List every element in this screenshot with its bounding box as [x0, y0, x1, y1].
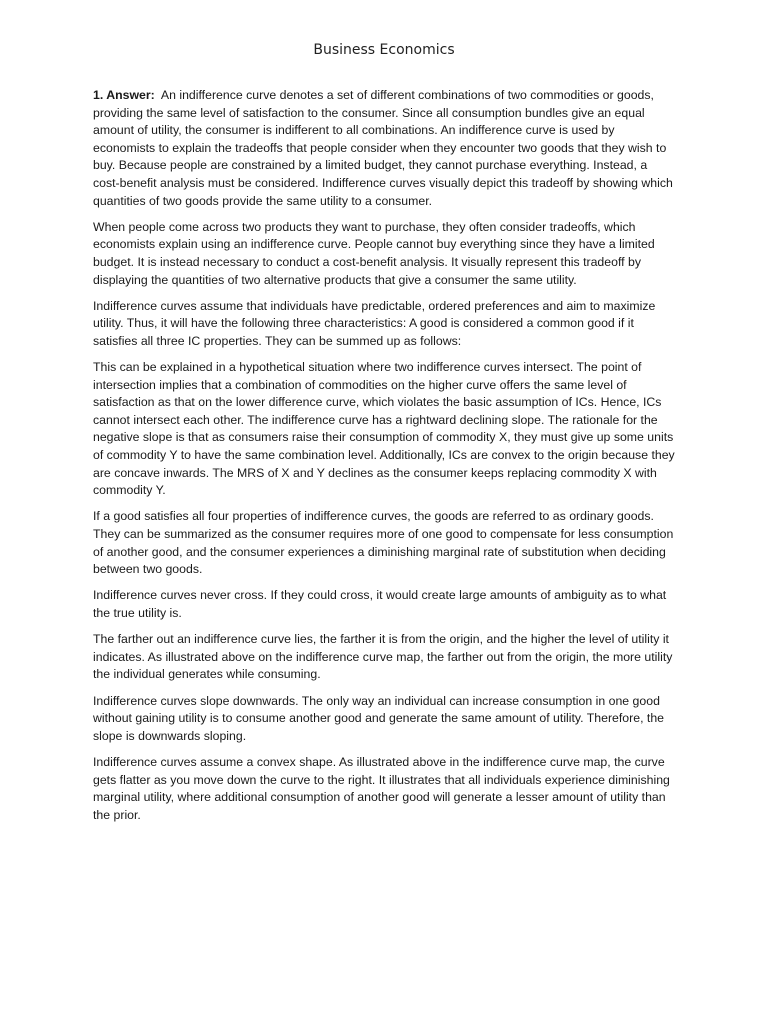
paragraph-intersection: This can be explained in a hypothetical situation where two indifference curves intersect. The point of intersection implies that a combination of commodities on the higher curve offers the same level of satisfaction as that on the lower difference curve, which violates the basic assumption of ICs. Hence, ICs cannot intersect each other. The indifference curve has a rightward declining slope. The rationale for the negative slope is that as consumers raise their consumption of commodity X, they must give up some units of commodity Y to have the same combination level. Additionally, ICs are convex to the origin because they are concave inwards. The MRS of X and Y declines as the consumer keeps replacing commodity X with commodity Y. [93, 360, 675, 498]
paragraph-slope-downwards: Indifference curves slope downwards. The only way an individual can increase consumption in one good without gaining utility is to consume another good and generate the same amount of utility. Therefore, the slope is downwards sloping. [93, 693, 665, 743]
answer-paragraph [93, 87, 675, 210]
paragraph-ordinary-goods: If a good satisfies all four properties of indifference curves, the goods are referred to as ordinary goods. They can be summarized as the consumer requires more of one good to compensate for less consumption of another good, and the consumer experiences a diminishing marginal rate of substitution when deciding between two goods. [93, 509, 674, 577]
answer-intro: An indifference curve denotes a set of different combinations of two commodities or goods, providing the same level of satisfaction to the consumer. Since all consumption bundles give an equal amount of utility, the consumer is indifferent to all combinations. An indifference curve is used by economists to explain the tradeoffs that people consider when they encounter two goods that they wish to buy. Because people are constrained by a limited budget, they cannot purchase everything. Instead, a cost-benefit analysis must be considered. Indifference curves visually depict this tradeoff by showing which quantities of two goods provide the same utility to a consumer. [93, 88, 673, 208]
paragraph-assumptions: Indifference curves assume that individuals have predictable, ordered preferences and aim to maximize utility. Thus, it will have the following three characteristics: A good is considered a common good if it satisfies all three IC properties. They can be summed up as follows: [93, 298, 656, 348]
document-body [93, 87, 675, 833]
answer-label: 1. Answer: [93, 88, 155, 102]
page-title: Business Economics [313, 42, 455, 58]
paragraph-convex-shape: Indifference curves assume a convex shape. As illustrated above in the indifference curve map, the curve gets flatter as you move down the curve to the right. It illustrates that all individuals experience diminishing marginal utility, where additional consumption of another good will generate a lesser amount of utility than the prior. [93, 754, 670, 822]
paragraph-never-cross: Indifference curves never cross. If they could cross, it would create large amounts of ambiguity as to what the true utility is. [93, 588, 667, 620]
paragraph-tradeoffs: When people come across two products they want to purchase, they often consider tradeoffs, which economists explain using an indifference curve. People cannot buy everything since they have a limited budget. It is instead necessary to conduct a cost-benefit analysis. It visually represent this tradeoff by displaying the quantities of two alternative products that give a consumer the same utility. [93, 219, 655, 287]
paragraph-farther-out: The farther out an indifference curve lies, the farther it is from the origin, and the higher the level of utility it indicates. As illustrated above on the indifference curve map, the farther out from the origin, the more utility the individual generates while consuming. [93, 632, 673, 682]
